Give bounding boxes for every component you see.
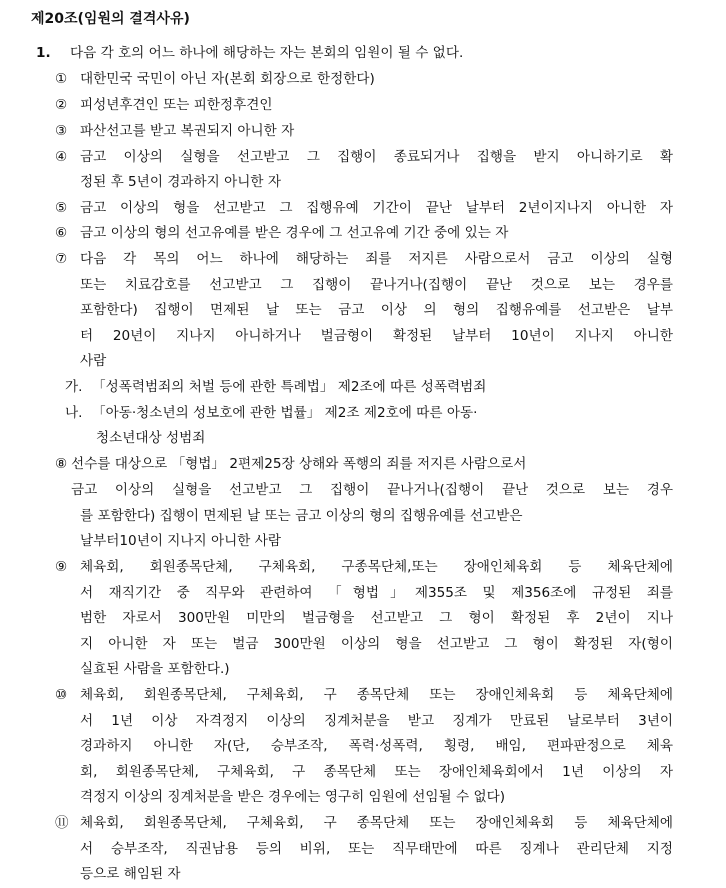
item-marker: ⑧ [55, 456, 68, 472]
item-line: 체육회, 회원종목단체, 구체육회, 구 종목단체 또는 장애인체육회 등 체육단체에 [80, 815, 673, 831]
item-marker: ⑪ [55, 815, 69, 831]
item-line: 금고 이상의 실형을 선고받고 그 집행이 종료되거나 집행을 받지 아니하기로 확 [80, 149, 673, 165]
item-line: 대한민국 국민이 아닌 자(본회 회장으로 한정한다) [80, 71, 375, 87]
item-line: 체육회, 회원종목단체, 구체육회, 구종목단체,또는 장애인체육회 등 체육단체에 [80, 559, 673, 575]
item-line: 정된 후 5년이 경과하지 아니한 자 [80, 174, 281, 190]
item-line: 사람 [80, 353, 107, 369]
item-line: 금고 이상의 실형을 선고받고 그 집행이 끝나거나(집행이 끝난 것으로 보는 경우 [71, 482, 673, 498]
clause-number: 1. [36, 45, 51, 61]
item-line: 선수를 대상으로 「형법」 2편제25장 상해와 폭행의 죄를 저지른 사람으로서 [71, 456, 527, 472]
item-line: 피성년후견인 또는 피한정후견인 [80, 97, 273, 113]
item-line: 「성폭력범죄의 처벌 등에 관한 특례법」 제2조에 따른 성폭력범죄 [92, 379, 487, 395]
clause-text: 다음 각 호의 어느 하나에 해당하는 자는 본회의 임원이 될 수 없다. [70, 45, 464, 61]
item-line: 경과하지 아니한 자(단, 승부조작, 폭력·성폭력, 횡령, 배임, 편파판정으로 체육 [80, 738, 673, 754]
item-line: 지 아니한 자 또는 벌금 300만원 이상의 형을 선고받고 그 형이 확정된 자(형이 [80, 636, 673, 652]
item-line: 터 20년이 지나지 아니하거나 벌금형이 확정된 날부터 10년이 지나지 아니한 [80, 328, 673, 344]
item-line: 실효된 사람을 포함한다.) [80, 661, 230, 677]
item-line: 범한 자로서 300만원 미만의 벌금형을 선고받고 그 형이 확정된 후 2년이 지나 [80, 610, 673, 626]
item-line: 또는 치료감호를 선고받고 그 집행이 끝나거나(집행이 끝난 것으로 보는 경우를 [80, 277, 673, 293]
article-title: 제20조(임원의 결격사유) [31, 11, 190, 27]
item-marker: ⑩ [55, 687, 68, 703]
item-marker: ⑤ [55, 200, 68, 216]
item-line: 청소년대상 성범죄 [96, 430, 206, 446]
subitem-marker: 나. [65, 405, 83, 421]
item-line: 다음 각 목의 어느 하나에 해당하는 죄를 저지른 사람으로서 금고 이상의 실형 [80, 251, 673, 267]
item-line: 등으로 해임된 자 [80, 866, 181, 882]
item-line: 파산선고를 받고 복권되지 아니한 자 [80, 123, 295, 139]
item-line: 를 포함한다) 집행이 면제된 날 또는 금고 이상의 형의 집행유예를 선고받은 [80, 508, 523, 524]
item-marker: ② [55, 97, 68, 113]
item-line: 「아동·청소년의 성보호에 관한 법률」 제2조 제2호에 따른 아동· [92, 405, 478, 421]
item-line: 서 재직기간 중 직무와 관련하여 「형법」제355조 및 제356조에 규정된 죄를 [80, 585, 673, 601]
item-line: 금고 이상의 형을 선고받고 그 집행유예 기간이 끝난 날부터 2년이지나지 아니한 자 [80, 200, 673, 216]
item-marker: ⑦ [55, 251, 68, 267]
subitem-marker: 가. [65, 379, 83, 395]
item-marker: ④ [55, 149, 68, 165]
item-line: 격정지 이상의 징계처분을 받은 경우에는 영구히 임원에 선임될 수 없다) [80, 789, 506, 805]
item-line: 포함한다) 집행이 면제된 날 또는 금고 이상 의 형의 집행유예를 선고받은 날부 [80, 302, 673, 318]
item-line: 서 1년 이상 자격정지 이상의 징계처분을 받고 징계가 만료된 날로부터 3년이 [80, 713, 673, 729]
item-line: 날부터10년이 지나지 아니한 사람 [80, 533, 281, 549]
item-line: 서 승부조작, 직권남용 등의 비위, 또는 직무태만에 따른 징계나 관리단체 지정 [80, 841, 673, 857]
item-marker: ⑨ [55, 559, 68, 575]
item-marker: ③ [55, 123, 68, 139]
item-line: 금고 이상의 형의 선고유예를 받은 경우에 그 선고유예 기간 중에 있는 자 [80, 225, 509, 241]
item-marker: ⑥ [55, 225, 68, 241]
item-line: 체육회, 회원종목단체, 구체육회, 구 종목단체 또는 장애인체육회 등 체육단체에 [80, 687, 673, 703]
item-line: 회, 회원종목단체, 구체육회, 구 종목단체 또는 장애인체육회에서 1년 이상의 자 [80, 764, 673, 780]
item-marker: ① [55, 71, 68, 87]
